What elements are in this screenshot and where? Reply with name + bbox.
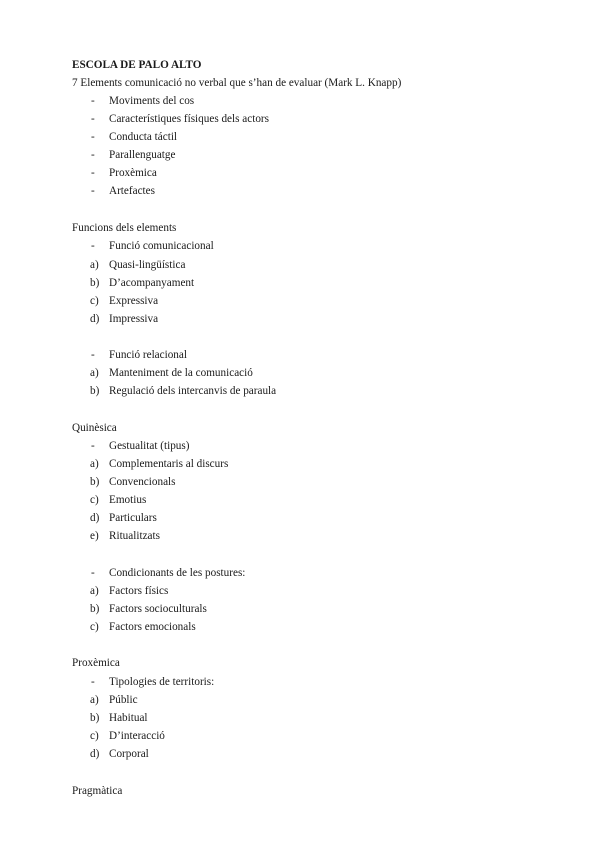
document-title-line [0, 56, 600, 74]
list-item-text: Impressiva [109, 313, 159, 325]
intro-text: 7 Elements comunicació no verbal que s’han de evaluar (Mark L. Knapp) [72, 77, 402, 89]
section-heading-pragmatica: Pragmàtica [72, 785, 123, 797]
list-item [0, 182, 600, 200]
list-item-text: Emotius [109, 494, 147, 506]
list-marker: a) [90, 458, 99, 470]
dash-marker: - [91, 149, 95, 161]
list-item-text: D’acompanyament [109, 277, 195, 289]
list-item-text: Moviments del cos [109, 95, 195, 107]
list-item-text: Conducta táctil [109, 131, 178, 143]
list-item-text: Convencionals [109, 476, 176, 488]
list-marker: c) [90, 494, 99, 506]
section-heading-funcions: Funcions dels elements [72, 222, 177, 234]
list-item-text: Parallenguatge [109, 149, 176, 161]
list-marker: b) [90, 385, 100, 397]
list-item-text: Particulars [109, 512, 157, 524]
list-item [0, 382, 600, 400]
list-marker: b) [90, 712, 100, 724]
section-heading-line [0, 419, 600, 437]
list-marker: a) [90, 259, 99, 271]
list-marker: b) [90, 476, 100, 488]
document-title: ESCOLA DE PALO ALTO [72, 59, 202, 71]
list-item-text: Quasi-lingüística [109, 259, 186, 271]
list-item [0, 473, 600, 491]
subsection-label-gestualitat: Gestualitat (tipus) [109, 440, 190, 452]
dash-marker: - [91, 131, 95, 143]
list-item-text: Artefactes [109, 185, 155, 197]
subsection-label-postures: Condicionants de les postures: [109, 567, 246, 579]
list-marker: c) [90, 730, 99, 742]
list-item [0, 618, 600, 636]
subsection-line [0, 564, 600, 582]
list-item-text: Corporal [109, 748, 149, 760]
dash-marker: - [91, 167, 95, 179]
list-item-text: Factors socioculturals [109, 603, 207, 615]
list-item-text: Complementaris al discurs [109, 458, 229, 470]
dash-marker: - [91, 95, 95, 107]
list-marker: d) [90, 512, 100, 524]
list-marker: c) [90, 621, 99, 633]
dash-marker: - [91, 113, 95, 125]
section-heading-proxemica: Proxèmica [72, 657, 120, 669]
dash-marker: - [91, 676, 95, 688]
list-item [0, 364, 600, 382]
dash-marker: - [91, 349, 95, 361]
subsection-line [0, 673, 600, 691]
list-item-text: Públic [109, 694, 138, 706]
list-marker: d) [90, 748, 100, 760]
list-item [0, 527, 600, 545]
list-item [0, 745, 600, 763]
list-item [0, 110, 600, 128]
list-item [0, 92, 600, 110]
list-item [0, 491, 600, 509]
list-marker: b) [90, 277, 100, 289]
list-item [0, 146, 600, 164]
list-marker: e) [90, 530, 99, 542]
list-item [0, 455, 600, 473]
list-item [0, 727, 600, 745]
list-item [0, 600, 600, 618]
subsection-line [0, 237, 600, 255]
section-heading-line [0, 219, 600, 237]
intro-line [0, 74, 600, 92]
subsection-label-relacional: Funció relacional [109, 349, 187, 361]
list-item [0, 310, 600, 328]
list-marker: a) [90, 694, 99, 706]
list-item-text: Factors emocionals [109, 621, 196, 633]
subsection-label-territoris: Tipologies de territoris: [109, 676, 215, 688]
list-item [0, 128, 600, 146]
section-heading-line [0, 654, 600, 672]
list-marker: b) [90, 603, 100, 615]
list-item-text: Factors físics [109, 585, 169, 597]
list-item [0, 292, 600, 310]
list-marker: c) [90, 295, 99, 307]
dash-marker: - [91, 185, 95, 197]
list-item-text: Expressiva [109, 295, 159, 307]
list-item [0, 709, 600, 727]
dash-marker: - [91, 240, 95, 252]
dash-marker: - [91, 567, 95, 579]
subsection-line [0, 437, 600, 455]
list-item [0, 274, 600, 292]
list-item [0, 164, 600, 182]
list-marker: a) [90, 367, 99, 379]
list-item [0, 256, 600, 274]
list-item [0, 509, 600, 527]
list-item-text: Proxèmica [109, 167, 157, 179]
subsection-line [0, 346, 600, 364]
dash-marker: - [91, 440, 95, 452]
list-marker: a) [90, 585, 99, 597]
subsection-label-comunicacional: Funció comunicacional [109, 240, 214, 252]
list-item-text: D’interacció [109, 730, 165, 742]
list-item [0, 582, 600, 600]
list-marker: d) [90, 313, 100, 325]
section-heading-line [0, 782, 600, 800]
list-item-text: Regulació dels intercanvis de paraula [109, 385, 277, 397]
list-item-text: Manteniment de la comunicació [109, 367, 253, 379]
section-heading-quinesica: Quinèsica [72, 422, 117, 434]
list-item-text: Característiques físiques dels actors [109, 113, 269, 125]
list-item-text: Habitual [109, 712, 148, 724]
list-item-text: Ritualitzats [109, 530, 160, 542]
list-item [0, 691, 600, 709]
